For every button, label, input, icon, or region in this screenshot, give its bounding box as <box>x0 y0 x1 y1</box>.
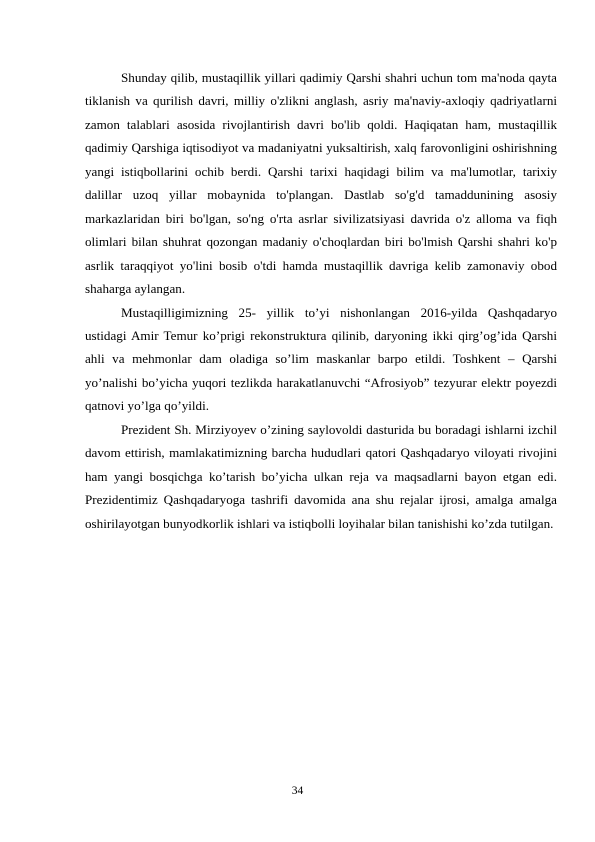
paragraph-3: Prezident Sh. Mirziyoyev o’zining saylovoldi dasturida bu boradagi ishlarni izchil davom ettirish, mamlakatimizning barcha hududlari qatori Qashqadaryo viloyati rivojini ham yangi bosqichga ko’tarish bo’yicha ulkan reja va maqsadlarni bayon etgan edi. Prezidentimiz Qashqadaryoga tashrifi davomida ana shu rejalar ijrosi, amalga amalga oshirilayotgan bunyodkorlik ishlari va istiqbolli loyihalar bilan tanishishi ko’zda tutilgan. <box>85 421 557 531</box>
page-number: 34 <box>291 785 304 797</box>
paragraph-1: Shunday qilib, mustaqillik yillari qadimiy Qarshi shahri uchun tom ma'noda qayta tiklanish va qurilish davri, milliy o'zlikni anglash, asriy ma'naviy-axloqiy qadriyatlarni zamon talablari asosida rivojlantirish davri bo'lib qoldi. Haqiqatan ham, mustaqillik qadimiy Qarshiga iqtisodiyot va madaniyatni yuksaltirish, xalq farovonligini oshirishning yangi istiqbollarini ochib berdi. Qarshi tarixi haqidagi bilim va ma'lumotlar, tarixiy dalillar uzoq yillar mobaynida to'plangan. Dastlab so'g'd tamaddunining asosiy markazlaridan biri bo'lgan, so'ng o'rta asrlar sivilizatsiyasi davrida o'z alloma va fiqh olimlari bilan shuhrat qozongan madaniy o'choqlardan biri bo'lmish Qarshi shahri ko'p asrlik taraqqiyot yo'lini bosib o'tdi hamda mustaqillik davriga kelib zamonaviy obod shaharga aylangan. <box>85 70 557 297</box>
paragraph-2: Mustaqilligimizning 25- yillik to’yi nishonlangan 2016-yilda Qashqadaryo ustidagi Amir Temur ko’prigi rekonstruktura qilinib, daryoning ikki qirg’og’ida Qarshi ahli va mehmonlar dam oladiga so’lim maskanlar barpo etildi. Toshkent – Qarshi yo’nalishi bo’yicha yuqori tezlikda harakatlanuvchi “Afrosiyob” tezyurar elektr poyezdi qatnovi yo’lga qo’yildi. <box>85 304 557 414</box>
body-text <box>85 66 557 535</box>
